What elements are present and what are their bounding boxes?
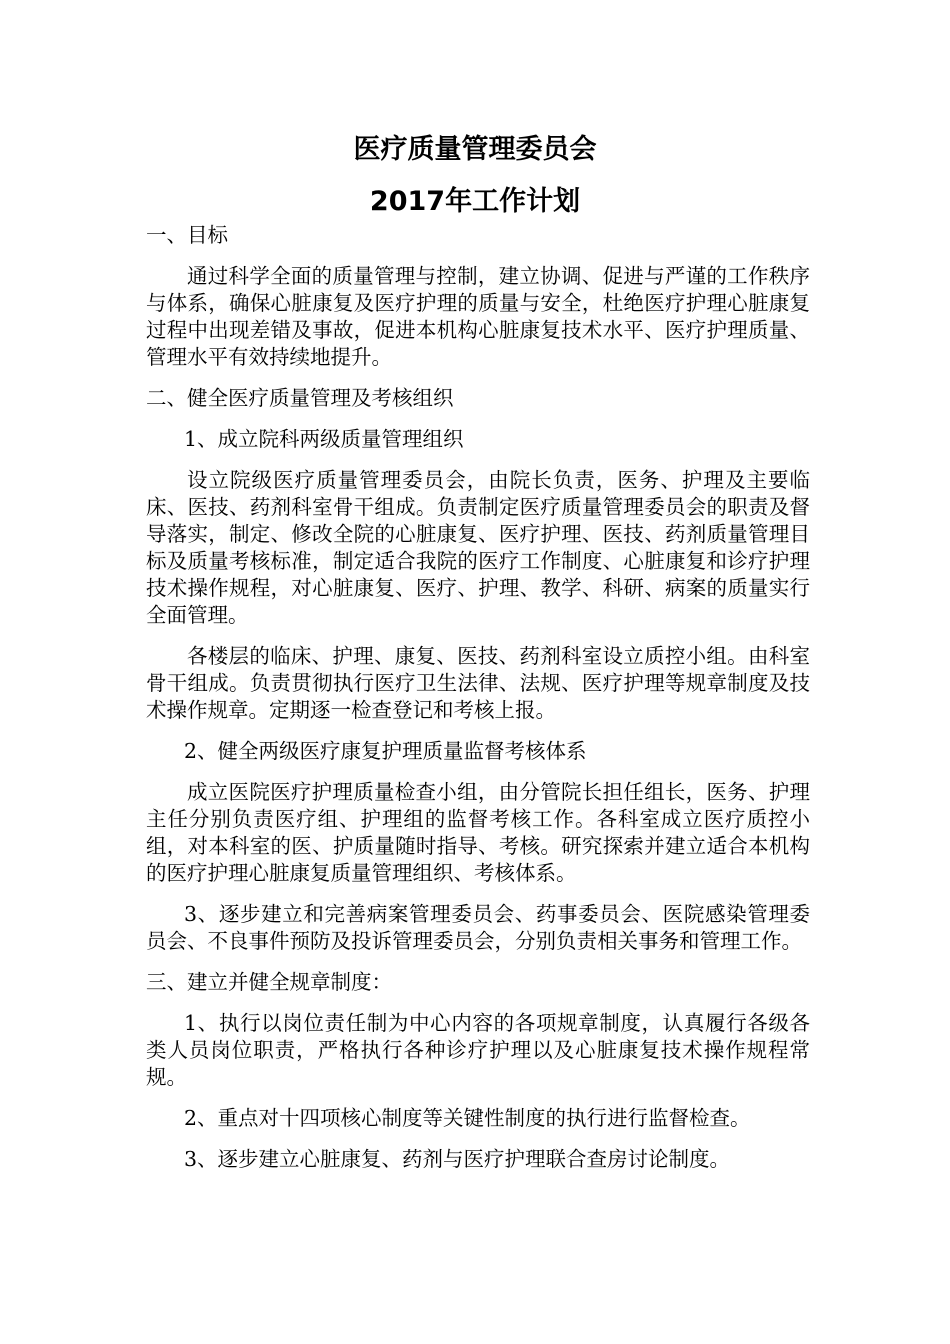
list-item-job-responsibility: 1、执行以岗位责任制为中心内容的各项规章制度，认真履行各级各类人员岗位职责，严格执行各种诊疗护理以及心脏康复技术操作规程常规。 xyxy=(146,1011,810,1089)
document-subtitle: 2017年工作计划 xyxy=(369,186,581,217)
paragraph-inspection-group: 成立医院医疗护理质量检查小组，由分管院长担任组长，医务、护理主任分别负责医疗组、护理组的监督考核工作。各科室成立医疗质控小组，对本科室的医、护质量随时指导、考核。研究探索并建立适合本机构的医疗护理心脏康复质量管理组织、考核体系。 xyxy=(146,780,810,885)
paragraph-hospital-committee: 设立院级医疗质量管理委员会，由院长负责，医务、护理及主要临床、医技、药剂科室骨干组成。负责制定医疗质量管理委员会的职责及督导落实，制定、修改全院的心脏康复、医疗护理、医技、药剂质量管理目标及质量考核标准，制定适合我院的医疗工作制度、心脏康复和诊疗护理技术操作规程，对心脏康复、医疗、护理、教学、科研、病案的质量实行全面管理。 xyxy=(146,468,810,627)
list-item-committees: 3、逐步建立和完善病案管理委员会、药事委员会、医院感染管理委员会、不良事件预防及投诉管理委员会，分别负责相关事务和管理工作。 xyxy=(146,902,810,953)
list-item-supervision-system: 2、健全两级医疗康复护理质量监督考核体系 xyxy=(184,739,587,763)
section-heading-regulations: 三、建立并健全规章制度： xyxy=(146,970,392,994)
list-item-two-level-organization: 1、成立院科两级质量管理组织 xyxy=(184,427,464,451)
paragraph-department-qc-groups: 各楼层的临床、护理、康复、医技、药剂科室设立质控小组。由科室骨干组成。负责贯彻执行医疗卫生法律、法规、医疗护理等规章制度及技术操作规章。定期逐一检查登记和考核上报。 xyxy=(146,644,810,722)
section-heading-organization: 二、健全医疗质量管理及考核组织 xyxy=(146,386,454,410)
document-title: 医疗质量管理委员会 xyxy=(353,134,597,165)
list-item-joint-rounds: 3、逐步建立心脏康复、药剂与医疗护理联合查房讨论制度。 xyxy=(184,1147,731,1171)
list-item-core-systems: 2、重点对十四项核心制度等关键性制度的执行进行监督检查。 xyxy=(184,1106,751,1130)
section-heading-goal: 一、目标 xyxy=(146,223,228,247)
paragraph-goal: 通过科学全面的质量管理与控制，建立协调、促进与严谨的工作秩序与体系，确保心脏康复及医疗护理的质量与安全，杜绝医疗护理心脏康复过程中出现差错及事故，促进本机构心脏康复技术水平、医疗护理质量、管理水平有效持续地提升。 xyxy=(146,264,810,369)
document-body xyxy=(146,222,810,1187)
